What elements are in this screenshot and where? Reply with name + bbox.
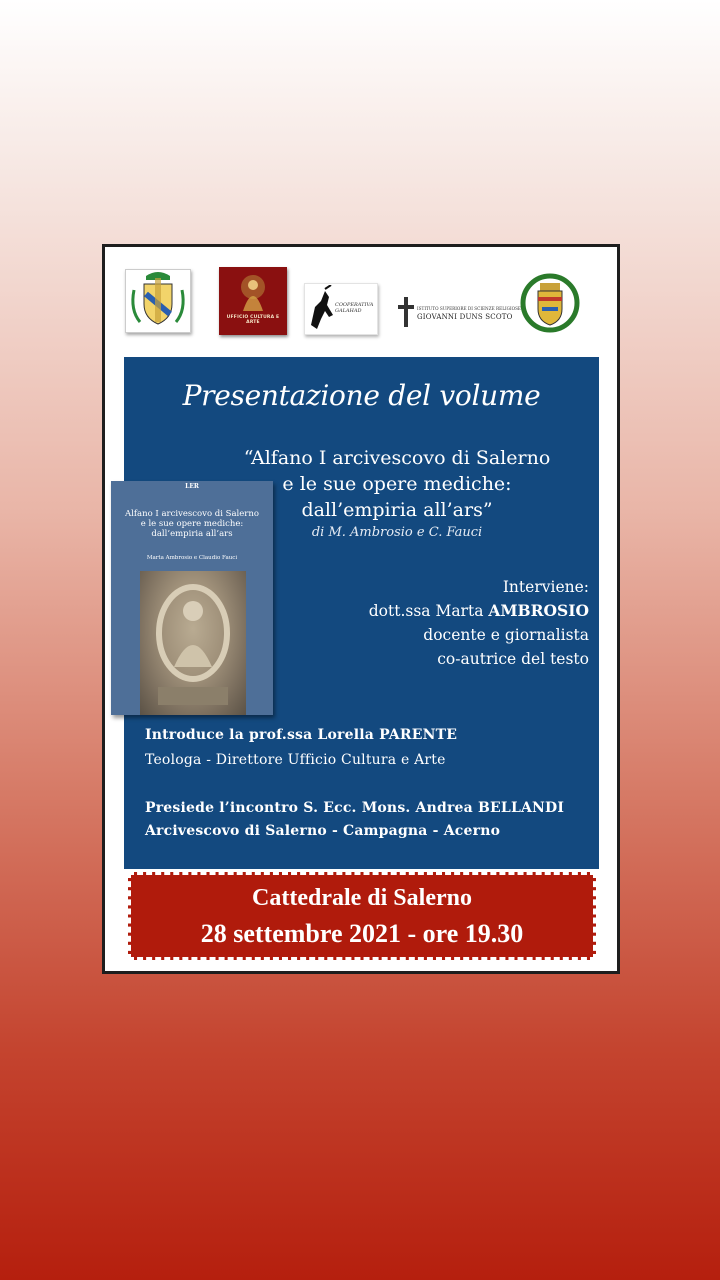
cover-publisher-logo: LER bbox=[185, 483, 199, 490]
book-authors: di M. Ambrosio e C. Fauci bbox=[311, 525, 483, 540]
event-date-banner bbox=[128, 872, 596, 960]
cover-title-line-2: e le sue opere mediche: bbox=[140, 519, 244, 529]
ufficio-caption: UFFICIO CULTURA E ARTE bbox=[226, 315, 280, 325]
cover-title-line-1: Alfano I arcivescovo di Salerno bbox=[125, 509, 259, 519]
speaker-prefix: dott.ssa Marta bbox=[368, 602, 489, 620]
presides-line-1: Presiede l’incontro S. Ecc. Mons. Andrea BELLANDI bbox=[145, 800, 565, 816]
speaker-role-1: docente e giornalista bbox=[423, 626, 589, 644]
issr-duns-scoto-logo bbox=[397, 295, 521, 331]
archbishop-coat-of-arms-logo bbox=[125, 269, 191, 333]
event-place: Cattedrale di Salerno bbox=[252, 885, 472, 911]
speaker-name bbox=[289, 599, 589, 623]
cooperativa-galahad-logo bbox=[304, 283, 378, 335]
speaker-role-2: co-autrice del testo bbox=[437, 650, 589, 668]
event-poster bbox=[102, 244, 620, 974]
ufficio-cultura-arte-logo bbox=[219, 267, 287, 335]
event-datetime: 28 settembre 2021 - ore 19.30 bbox=[200, 919, 524, 948]
speaker-surname: AMBROSIO bbox=[488, 601, 589, 620]
book-title-line-3: dall’empiria all’ars” bbox=[301, 499, 493, 521]
coop-caption: COOPERATIVA GALAHAD bbox=[335, 302, 374, 314]
presentation-heading: Presentazione del volume bbox=[182, 379, 541, 412]
book-title-line-2: e le sue opere mediche: bbox=[282, 473, 512, 495]
presides-line-2: Arcivescovo di Salerno - Campagna - Acerno bbox=[145, 823, 501, 839]
book-cover-image bbox=[111, 481, 273, 715]
cover-authors: Marta Ambrosio e Claudio Fauci bbox=[146, 555, 238, 561]
speaker-label: Interviene: bbox=[502, 578, 589, 596]
comune-di-salerno-crest-logo bbox=[520, 269, 580, 337]
cover-title-line-3: dall’empiria all’ars bbox=[151, 529, 233, 539]
book-title-line-1: “Alfano I arcivescovo di Salerno bbox=[243, 447, 551, 469]
introduction-line-1: Introduce la prof.ssa Lorella PARENTE bbox=[145, 727, 458, 743]
issr-caption-name: GIOVANNI DUNS SCOTO bbox=[417, 313, 513, 321]
issr-caption-small: ISTITUTO SUPERIORE DI SCIENZE RELIGIOSE bbox=[417, 306, 521, 311]
cover-statue-relief bbox=[140, 571, 246, 715]
introduction-line-2: Teologa - Direttore Ufficio Cultura e Arte bbox=[145, 752, 446, 768]
